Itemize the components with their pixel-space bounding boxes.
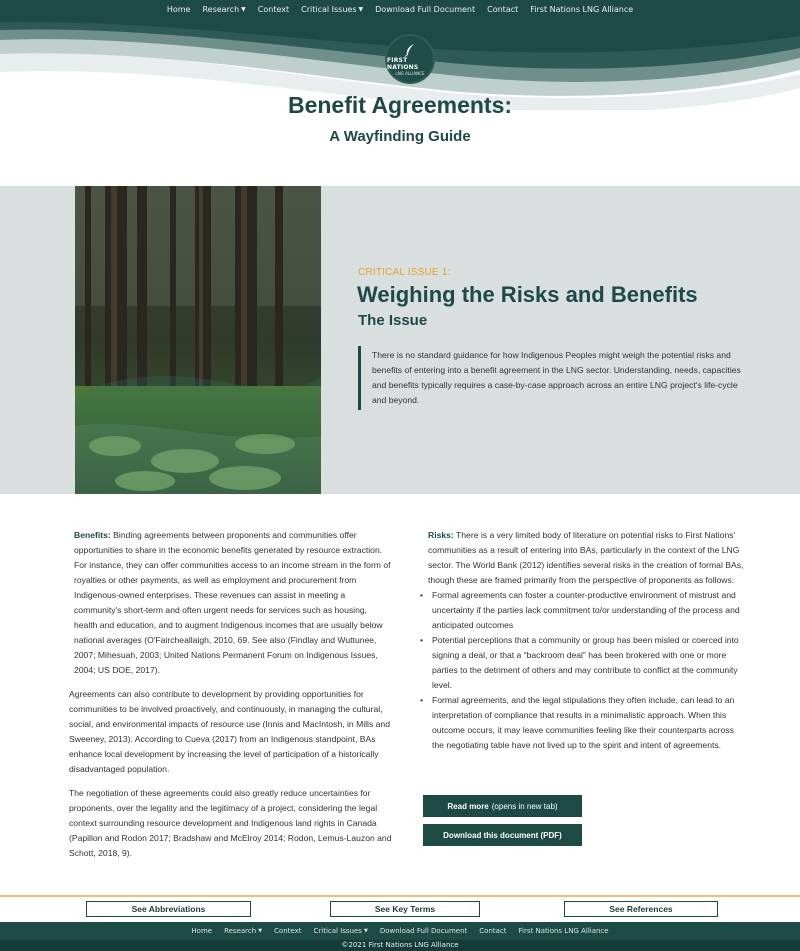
nav-contact[interactable]: Contact <box>487 4 519 14</box>
risks-column <box>428 528 748 753</box>
read-more-button[interactable]: Read more (opens in new tab) <box>423 795 582 817</box>
nav-download[interactable]: Download Full Document <box>375 4 476 14</box>
benefits-label: Benefits: <box>74 530 111 540</box>
top-nav <box>0 0 800 18</box>
list-item: • Potential perceptions that a community or group has been misled or coerced into signing a deal, or that a “backroom deal” has been brokered with one or more parties to the detriment of others and may contribute to conflict at the community level. <box>428 633 748 693</box>
divider <box>0 895 800 897</box>
page-subtitle: A Wayfinding Guide <box>329 128 471 145</box>
footer-nav-alliance[interactable]: First Nations LNG Alliance <box>518 927 609 935</box>
benefits-paragraph-1: Benefits: Binding agreements between proponents and communities offer opportunities to share in the economic benefits generated by resource extraction. For instance, they can offer communities access to an income stream in the form of royalties or other payments, as well as employment and procurement from Indigenous-owned enterprises. These revenues can assist in meeting a community's short-term and often urgent needs for services such as housing, health and education, and to augment Indigenous incomes that are usually below national averages (O'Faircheallaigh, 2010, 69. See also (Findlay and Wuttunee, 2007; Mihesuah, 2003; United Nations Permanent Forum on Indigenous Issues, 2004; US DOE, 2017). <box>74 530 391 675</box>
footer-nav-download[interactable]: Download Full Document <box>379 927 468 935</box>
chevron-down-icon: ▼ <box>363 928 368 934</box>
benefits-paragraph-3: The negotiation of these agreements could also greatly reduce uncertainties for proponents, over the legality and the legitimacy of a project, considering the legal context surrounding resource development and Indigenous land rights in Canada (Papillon and Rodon 2017; Bradshaw and McElroy 2014; Rodon, Lemus-Lauzon and Schott, 2018, 9). <box>69 788 392 858</box>
list-item: • Formal agreements, and the legal stipulations they often include, can lead to an interpretation of compliance that results in a minimalistic approach. When this outcome occurs, it may leave communities feeling like their counterparts across the negotiating table have not lived up to the spirit and intent of agreements. <box>428 693 748 753</box>
forest-image <box>75 186 321 494</box>
list-item: • Formal agreements can foster a counter-productive environment of mistrust and uncertainty if the parties lack commitment to/or understanding of the process and anticipated outcomes <box>428 588 748 633</box>
chevron-down-icon: ▼ <box>358 5 364 13</box>
footer-nav <box>0 922 800 940</box>
benefits-column <box>69 528 392 870</box>
nav-critical-issues[interactable]: Critical Issues ▼ <box>301 4 364 14</box>
feather-icon <box>401 43 419 57</box>
footer-nav-contact[interactable]: Contact <box>479 927 507 935</box>
footer-nav-research[interactable]: Research ▼ <box>224 927 263 935</box>
footer-nav-context[interactable]: Context <box>274 927 302 935</box>
chevron-down-icon: ▼ <box>241 5 246 13</box>
download-pdf-button[interactable]: Download this document (PDF) <box>423 824 582 846</box>
issue-subtitle: The Issue <box>358 312 428 329</box>
see-abbreviations-button[interactable]: See Abbreviations <box>86 901 251 917</box>
benefits-paragraph-2: Agreements can also contribute to development by providing opportunities for communities to be involved proactively, and continuously, in managing the cultural, social, and environmental impacts of resource use (Innis and MacIntosh, in Mills and Sweeney, 2013). According to Cueva (2017) from an Indigenous standpoint, BAs enhance local development by increasing the level of participation of a historically disadvantaged population. <box>69 689 390 774</box>
risks-list <box>428 588 748 753</box>
critical-issue-label: CRITICAL ISSUE 1: <box>358 267 451 278</box>
see-references-button[interactable]: See References <box>564 901 718 917</box>
nav-home[interactable]: Home <box>166 4 191 14</box>
page-title: Benefit Agreements: <box>287 92 513 118</box>
issue-title: Weighing the Risks and Benefits <box>357 282 698 307</box>
copyright: ©2021 First Nations LNG Alliance <box>0 940 800 951</box>
nav-alliance[interactable]: First Nations LNG Alliance <box>530 4 634 14</box>
footer-nav-home[interactable]: Home <box>191 927 213 935</box>
see-key-terms-button[interactable]: See Key Terms <box>330 901 480 917</box>
risks-intro: Risks: There is a very limited body of literature on potential risks to First Nations' communities as a result of entering into BAs, particularly in the context of the LNG sector. The World Bank (2012) identifies several risks in the creation of formal BAs, though these are framed primarily from the perspective of proponents as follows: <box>428 530 744 585</box>
logo-line2: LNG ALLIANCE <box>395 70 425 76</box>
logo-line1: FIRST NATIONS <box>387 56 419 71</box>
risks-label: Risks: <box>428 530 454 540</box>
nav-context[interactable]: Context <box>257 4 290 14</box>
issue-quote: There is no standard guidance for how Indigenous Peoples might weigh the potential risks and benefits of entering into a benefit agreement in the LNG sector. Understanding, needs, capacities and benefits typically requires a case-by-case approach across an entire LNG project's life-cycle and beyond. <box>358 346 748 410</box>
footer-nav-critical-issues[interactable]: Critical Issues ▼ <box>313 927 368 935</box>
logo[interactable] <box>385 34 435 84</box>
nav-research[interactable]: Research ▼ <box>202 4 246 14</box>
chevron-down-icon: ▼ <box>258 928 263 934</box>
